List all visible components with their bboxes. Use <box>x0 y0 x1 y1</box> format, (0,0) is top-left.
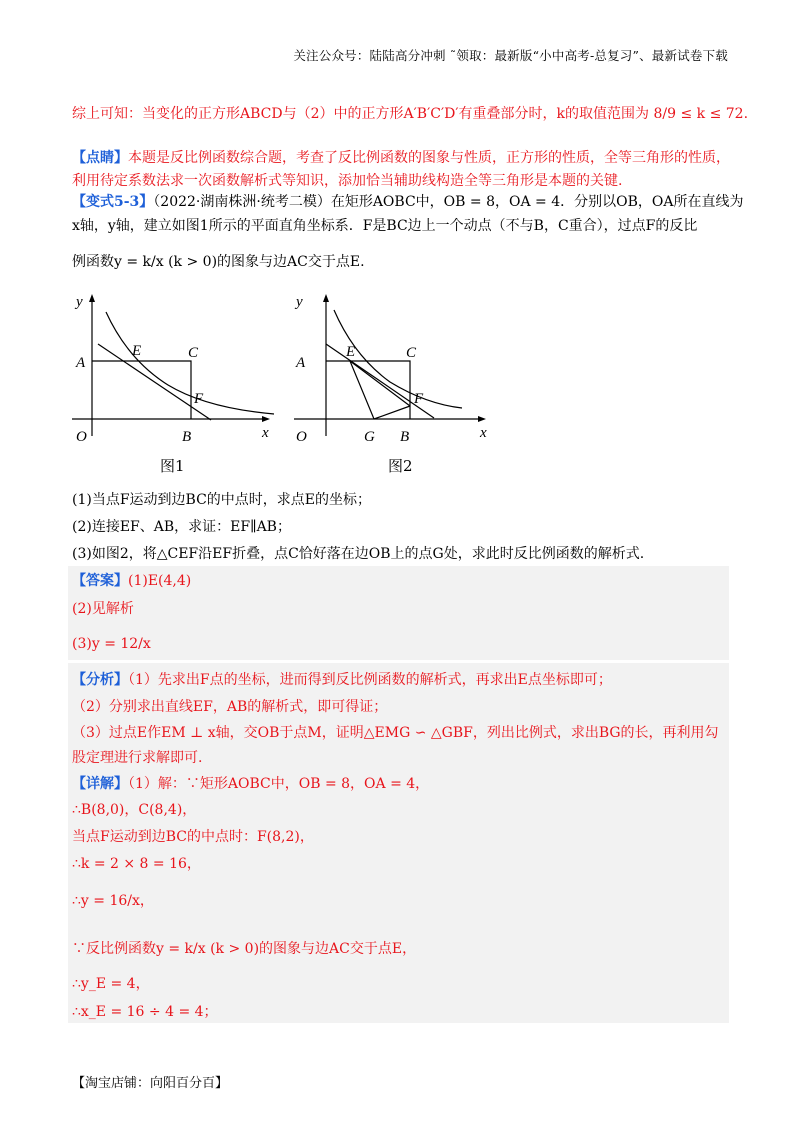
problem-text-1: （2022·湖南株洲·统考二模）在矩形AOBC中，OB = 8，OA = 4．分别以OB，OA所在直线为 <box>153 194 744 210</box>
comment-text-1: 本题是反比例函数综合题，考查了反比例函数的图象与性质，正方形的性质，全等三角形的性质， <box>128 150 730 166</box>
fig2-label-y: y <box>296 294 303 310</box>
variant-tag: 【变式5-3】 <box>72 194 154 210</box>
fig1-label-b: B <box>182 429 192 445</box>
figure-1-caption: 图1 <box>160 457 185 475</box>
answer-tag: 【答案】 <box>72 573 128 589</box>
fig2-label-o: O <box>296 429 307 445</box>
fig2-label-g: G <box>364 429 375 445</box>
question-2: (2)连接EF、AB，求证：EF∥AB； <box>72 519 291 535</box>
comment-tag: 【点睛】 <box>72 150 128 166</box>
fig1-label-x: x <box>262 425 269 441</box>
detail-line-5: ∴y = 16/x， <box>72 893 154 909</box>
analysis-line-2: （2）分别求出直线EF，AB的解析式，即可得证； <box>72 699 388 715</box>
answer-text-1: (1)E(4,4) <box>128 573 192 589</box>
question-3: (3)如图2，将△CEF沿EF折叠，点C恰好落在边OB上的点G处，求此时反比例函数的解析式. <box>72 546 645 562</box>
detail-text-1: （1）解：∵矩形AOBC中，OB = 8，OA = 4， <box>128 776 430 792</box>
fig2-label-b: B <box>400 429 410 445</box>
page-footer: 【淘宝店铺：向阳百分百】 <box>72 1076 229 1091</box>
detail-line-7: ∴y_E = 4， <box>72 976 150 992</box>
detail-line-3: 当点F运动到边BC的中点时：F(8,2)， <box>72 829 314 845</box>
analysis-text-1: （1）先求出F点的坐标，进而得到反比例函数的解析式，再求出E点坐标即可； <box>128 672 612 688</box>
analysis-line-3: （3）过点E作EM ⊥ x轴，交OB于点M，证明△EMG ∽ △GBF，列出比例式，求出BG的长，再利用勾 <box>72 725 719 741</box>
fig1-label-o: O <box>76 429 87 445</box>
figure-2-caption: 图2 <box>388 457 413 475</box>
question-1: (1)当点F运动到边BC的中点时，求点E的坐标； <box>72 492 372 508</box>
detail-line-1 <box>72 773 429 795</box>
fig1-label-c: C <box>188 345 199 361</box>
figure-2 <box>286 290 496 450</box>
fig2-label-f: F <box>414 391 424 407</box>
fig2-label-e: E <box>346 344 356 360</box>
problem-line-3: 例函数y = k/x (k > 0)的图象与边AC交于点E. <box>72 254 365 270</box>
fig2-label-a: A <box>296 355 306 371</box>
conclusion-line: 综上可知：当变化的正方形ABCD与（2）中的正方形A′B′C′D′有重叠部分时，k的取值范围为 8/9 ≤ k ≤ 72. <box>72 106 749 122</box>
answer-line-3: (3)y = 12/x <box>72 636 151 652</box>
fig1-label-e: E <box>132 343 142 359</box>
fig1-label-y: y <box>76 294 83 310</box>
problem-line-2: x轴，y轴，建立如图1所示的平面直角坐标系．F是BC边上一个动点（不与B，C重合），过点F的反比 <box>72 218 698 234</box>
detail-tag: 【详解】 <box>72 776 128 792</box>
analysis-line-1 <box>72 669 612 691</box>
analysis-tag: 【分析】 <box>72 672 128 688</box>
detail-line-8: ∴x_E = 16 ÷ 4 = 4； <box>72 1004 218 1020</box>
fig2-label-x: x <box>480 425 487 441</box>
detail-line-6: ∵反比例函数y = k/x (k > 0)的图象与边AC交于点E， <box>72 941 417 957</box>
detail-line-4: ∴k = 2 × 8 = 16， <box>72 856 201 872</box>
answer-line-1 <box>72 570 191 592</box>
detail-line-2: ∴B(8,0)，C(8,4)， <box>72 802 197 818</box>
fig2-label-c: C <box>406 345 417 361</box>
comment-line-1 <box>72 147 730 169</box>
analysis-line-4: 股定理进行求解即可. <box>72 750 203 766</box>
comment-line-2: 利用待定系数法求一次函数解析式等知识，添加恰当辅助线构造全等三角形是本题的关键. <box>72 173 623 189</box>
problem-line-1 <box>72 191 743 213</box>
fig1-label-a: A <box>76 355 86 371</box>
page-header: 关注公众号：陆陆高分冲刺 ˜领取：最新版“小中高考-总复习”、最新试卷下载 <box>293 48 728 63</box>
figure-1 <box>66 290 286 450</box>
fig1-label-f: F <box>194 391 204 407</box>
answer-line-2: (2)见解析 <box>72 601 134 617</box>
